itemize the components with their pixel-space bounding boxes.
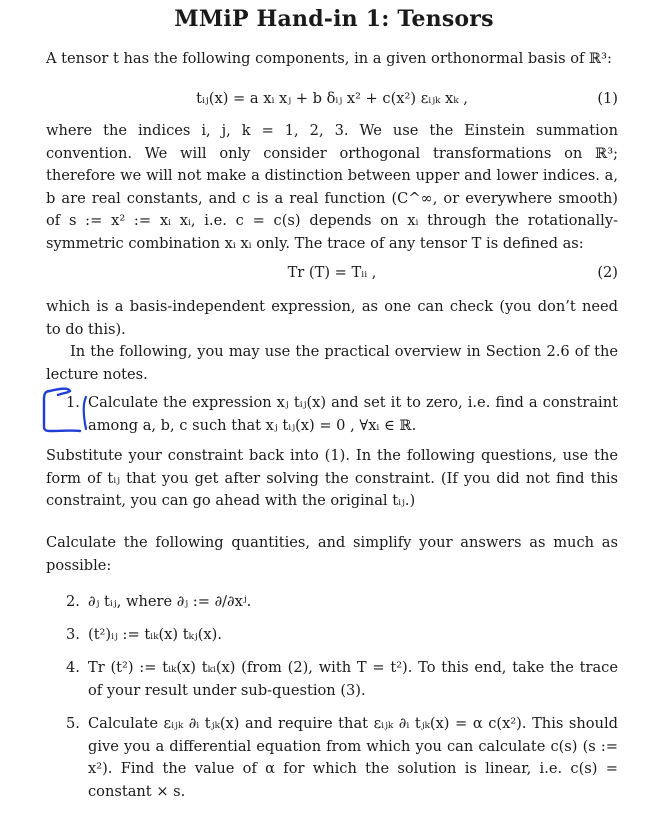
question-2 (66, 591, 618, 614)
question-3 (66, 624, 618, 647)
question-5 (66, 713, 618, 803)
equation-2-body: Tr (T) = Tᵢᵢ , (287, 264, 377, 281)
equation-2 (46, 262, 618, 284)
question-1 (66, 392, 618, 437)
equation-1-body: tᵢⱼ(x) = a xᵢ xⱼ + b δᵢⱼ x² + c(x²) εᵢⱼₖ xₖ , (196, 90, 468, 107)
definitions-paragraph: where the indices i, j, k = 1, 2, 3. We use the Einstein summation convention. We will only consider orthogonal transformations on ℝ³; therefore we will not make a distinction between upper and lower indices. a, b are real constants, and c is a real function (C^∞, or everywhere smooth) of s := x² := xᵢ xᵢ, i.e. c = c(s) depends on xᵢ through the rotationally-symmetric combination xᵢ xᵢ only. The trace of any tensor T is defined as: (46, 122, 618, 252)
question-3-text: (t²)ᵢⱼ := tᵢₖ(x) tₖⱼ(x). (88, 626, 222, 643)
substitute-paragraph: Substitute your constraint back into (1). In the following questions, use the form of tᵢⱼ that you get after solving the constraint. (If you did not find this constraint, you can go ahead with the original tᵢⱼ.) (46, 447, 618, 510)
question-5-number: 5. (66, 715, 80, 732)
equation-1 (46, 88, 618, 110)
calculate-intro-paragraph: Calculate the following quantities, and simplify your answers as much as possible: (46, 534, 618, 574)
question-4-number: 4. (66, 659, 80, 676)
lecture-notes-paragraph: In the following, you may use the practical overview in Section 2.6 of the lecture notes. (46, 343, 618, 383)
equation-2-number: (2) (597, 264, 618, 281)
question-4 (66, 657, 618, 702)
equation-1-number: (1) (597, 90, 618, 107)
question-2-number: 2. (66, 593, 80, 610)
question-5-text: Calculate εᵢⱼₖ ∂ᵢ tⱼₖ(x) and require that εᵢⱼₖ ∂ᵢ tⱼₖ(x) = α c(x²). This should give you a differential equation from which you can calculate c(s) (s := x²). Find the value of α for which the solution is linear, i.e. c(s) = constant × s. (88, 715, 618, 800)
question-4-text: Tr (t²) := tᵢₖ(x) tₖᵢ(x) (from (2), with T = t²). To this end, take the trace of your result under sub-question (3). (88, 659, 618, 699)
intro-paragraph: A tensor t has the following components, in a given orthonormal basis of ℝ³: (46, 50, 612, 67)
question-1-number: 1. (66, 394, 80, 411)
question-3-number: 3. (66, 626, 80, 643)
document-title: MMiP Hand-in 1: Tensors (174, 6, 494, 32)
question-1-text: Calculate the expression xⱼ tᵢⱼ(x) and set it to zero, i.e. find a constraint among a, b, c such that xⱼ tᵢⱼ(x) = 0 , ∀xᵢ ∈ ℝ. (88, 394, 618, 434)
question-2-text: ∂ⱼ tᵢⱼ, where ∂ⱼ := ∂/∂xʲ. (88, 593, 252, 610)
basis-independence-paragraph: which is a basis-independent expression, as one can check (you don’t need to do this). (46, 298, 618, 338)
